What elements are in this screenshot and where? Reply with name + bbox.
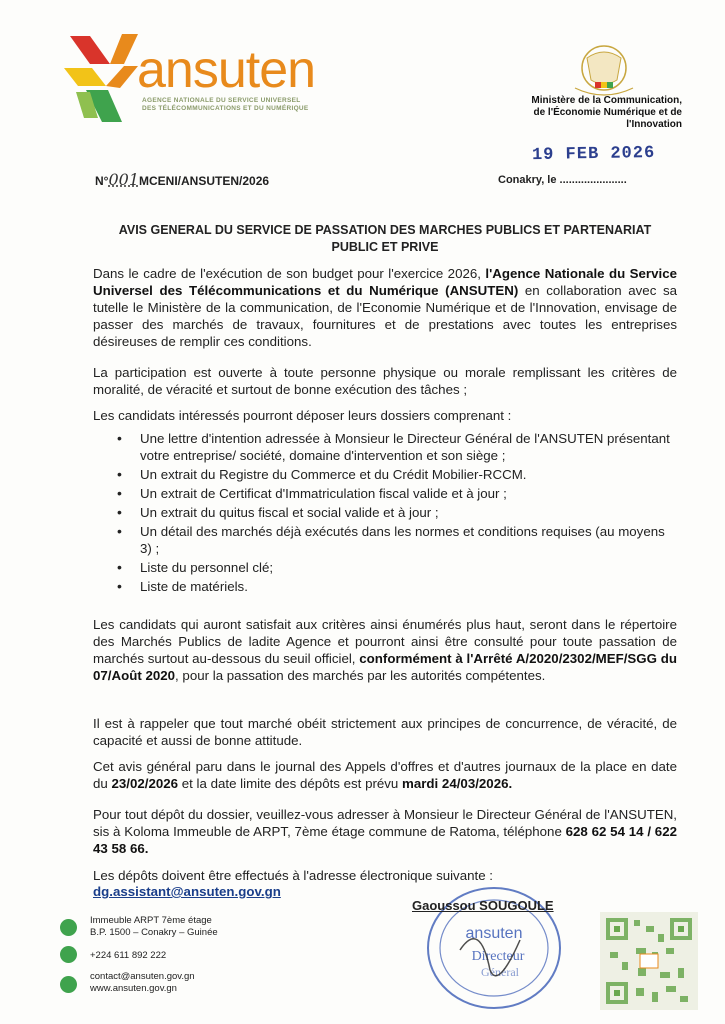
reference-handwritten-number: 001 bbox=[108, 170, 140, 189]
footer-email-link[interactable]: contact@ansuten.gov.gn bbox=[90, 971, 195, 982]
ansuten-emblem-icon bbox=[62, 26, 142, 128]
ministry-name bbox=[500, 95, 682, 131]
list-item: • Un extrait de Certificat d'Immatriculation fiscal valide et à jour ; bbox=[115, 485, 675, 502]
footer-address bbox=[90, 915, 218, 939]
ministry-line2: de l'Économie Numérique et de bbox=[533, 107, 682, 118]
paragraph-contact: Pour tout dépôt du dossier, veuillez-vous adresser à Monsieur le Directeur Général de l'ANSUTEN, sis à Koloma Immeuble de ARPT, 7ème étage commune de Ratoma, téléphone 628 62 54 14 / 622 43 58 66. bbox=[93, 807, 677, 856]
footer-address-line2: B.P. 1500 – Conakry – Guinée bbox=[90, 927, 218, 938]
seal-role-text-2: Général bbox=[481, 965, 519, 979]
paragraph-principles: Il est à rappeler que tout marché obéit strictement aux principes de concurrence, de véracité, de capacité et aussi de bonne attitude. bbox=[93, 716, 677, 748]
signer-name: Gaoussou SOUGOULE bbox=[412, 898, 554, 913]
deadline-date: mardi 24/03/2026. bbox=[402, 776, 513, 791]
location-pin-icon bbox=[60, 919, 77, 936]
contact-phones: 628 62 54 14 / 622 43 58 66. bbox=[93, 824, 677, 856]
footer-contact bbox=[90, 971, 195, 995]
date-stamp: 19 FEB 2026 bbox=[531, 143, 656, 166]
footer-address-line1: Immeuble ARPT 7ème étage bbox=[90, 915, 212, 926]
reference-prefix: N° bbox=[95, 174, 109, 188]
ministry-line1: Ministère de la Communication, bbox=[531, 95, 682, 106]
agency-name-bold: l'Agence Nationale du Service Universel des Télécommunications et du Numérique (ANSUTEN) bbox=[93, 266, 677, 298]
paragraph-email-intro: Les dépôts doivent être effectués à l'adresse électronique suivante : bbox=[93, 868, 493, 883]
publication-date: 23/02/2026 bbox=[111, 776, 179, 791]
list-item: • Un détail des marchés déjà exécutés dans les normes et conditions requises (au moyens 3) ; bbox=[115, 523, 675, 557]
coat-of-arms-icon bbox=[565, 40, 643, 100]
seal-center-text: ansuten bbox=[465, 925, 523, 942]
arrete-reference: conformément à l'Arrêté A/2020/2302/MEF/SGG du 07/Août 2020 bbox=[93, 651, 677, 683]
ansuten-logo bbox=[62, 26, 352, 128]
title-line1: AVIS GENERAL DU SERVICE DE PASSATION DES MARCHES PUBLICS ET PARTENARIAT bbox=[118, 223, 652, 237]
paragraph-repertoire: Les candidats qui auront satisfait aux critères ainsi énumérés plus haut, seront dans le répertoire des Marchés Publics de ladite Agence et pourront ainsi être consulté pour toute passation de marchés surtout au-dessous du seuil officiel, conformément à l'Arrêté A/2020/2302/MEF/SGG du 07/Août 2020, pour la passation des marchés par les autorités compétentes. bbox=[93, 617, 677, 683]
list-item: • Une lettre d'intention adressée à Monsieur le Directeur Général de l'ANSUTEN présentant votre entreprise/ société, domaine d'intervention et son siège ; bbox=[115, 430, 675, 464]
paragraph-intro: Dans le cadre de l'exécution de son budget pour l'exercice 2026, l'Agence Nationale du Service Universel des Télécommunications et du Numérique (ANSUTEN) en collaboration avec sa tutelle le Ministère de la communication, de l'Economie Numérique et de l'Innovation, envisage de passer des marchés de travaux, fournitures et de prestations avec toutes les entreprises désireuses de remplir ces conditions. bbox=[93, 266, 677, 349]
logo-subtitle-line1: AGENCE NATIONALE DU SERVICE UNIVERSEL bbox=[142, 97, 301, 104]
logo-wordmark: ansuten bbox=[137, 41, 316, 99]
list-item: • Liste de matériels. bbox=[115, 578, 675, 595]
qr-code-icon bbox=[600, 912, 698, 1010]
paragraph-participation: La participation est ouverte à toute personne physique ou morale remplissant les critères de moralité, de véracité et surtout de bonne exécution des tâches ; bbox=[93, 365, 677, 397]
reference-suffix: MCENI/ANSUTEN/2026 bbox=[139, 174, 270, 188]
list-item: • Liste du personnel clé; bbox=[115, 559, 675, 576]
list-item: • Un extrait du Registre du Commerce et du Crédit Mobilier-RCCM. bbox=[115, 466, 675, 483]
list-item: • Un extrait du quitus fiscal et social valide et à jour ; bbox=[115, 504, 675, 521]
logo-subtitle bbox=[142, 97, 309, 113]
logo-subtitle-line2: DES TÉLÉCOMMUNICATIONS ET DU NUMÉRIQUE bbox=[142, 105, 309, 112]
footer-website-link[interactable]: www.ansuten.gov.gn bbox=[90, 983, 177, 994]
paragraph-candidates: Les candidats intéressés pourront déposer leurs dossiers comprenant : bbox=[93, 408, 512, 423]
mail-icon bbox=[60, 976, 77, 993]
document-title bbox=[95, 222, 675, 256]
requirements-list bbox=[115, 430, 675, 597]
title-line2: PUBLIC ET PRIVE bbox=[331, 240, 439, 254]
seal-role-text: Directeur bbox=[471, 949, 525, 964]
ministry-line3: l'Innovation bbox=[626, 119, 682, 130]
city-date-line: Conakry, le ...................... bbox=[498, 174, 627, 186]
deposit-email-link[interactable]: dg.assistant@ansuten.gov.gn bbox=[93, 884, 281, 899]
footer-phone: +224 611 892 222 bbox=[90, 950, 167, 961]
paragraph-dates: Cet avis général paru dans le journal des Appels d'offres et d'autres journaux de la place en date du 23/02/2026 et la date limite des dépôts est prévu mardi 24/03/2026. bbox=[93, 759, 677, 791]
phone-icon bbox=[60, 946, 77, 963]
reference-number bbox=[95, 170, 269, 189]
